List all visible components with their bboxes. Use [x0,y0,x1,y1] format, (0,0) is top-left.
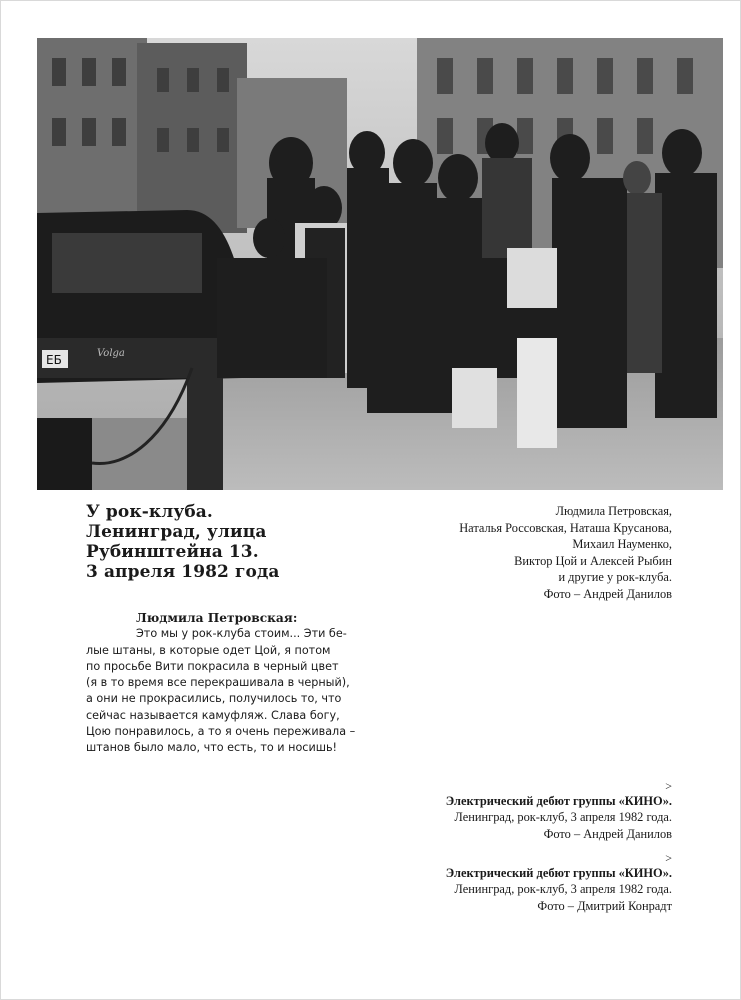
quote-line: лые штаны, в которые одет Цой, я потом [86,643,331,657]
caption-photo-credit: Фото – Дмитрий Конрадт [537,898,672,913]
photo-illustration [37,38,723,490]
title-line: 3 апреля 1982 года [86,562,280,582]
quote-line: (я в то время все перекрашивала в черный), [86,676,350,690]
caption-line: Фото – Андрей Данилов [543,586,672,601]
photo-title [86,502,346,582]
quote-line: штанов было мало, что есть, то и носишь! [86,741,338,755]
photo-caption [372,503,672,603]
quote-line: сейчас называется камуфляж. Слава богу, [86,708,340,722]
caption-photo-credit: Фото – Андрей Данилов [543,826,672,841]
next-page-caption [352,780,672,842]
group-photo [37,38,723,490]
car-emblem: Volga [97,348,125,359]
caption-place: Ленинград, рок-клуб, 3 апреля 1982 года. [454,810,672,825]
caption-title: Электрический дебют группы «КИНО». [445,866,672,880]
caption-line: Михаил Науменко, [572,537,672,552]
caption-place: Ленинград, рок-клуб, 3 апреля 1982 года. [454,882,672,897]
title-line: У рок-клуба. [86,502,213,522]
caption-line: Наталья Россовская, Наташа Крусанова, [459,520,672,535]
quote-line: а они не прокрасились, получилось то, что [86,692,342,706]
quote-block [86,610,376,757]
quote-line: Это мы у рок-клуба стоим... Эти бе- [136,627,347,641]
arrow-right-icon: > [665,779,672,793]
quote-speaker: Людмила Петровская: [136,611,298,625]
caption-line: и другие у рок-клуба. [558,570,672,585]
bollard-left [37,418,92,490]
car-plate-text: ЕБ [46,353,62,367]
caption-line: Людмила Петровская, [555,504,672,518]
title-line: Рубинштейна 13. [86,542,259,562]
caption-title: Электрический дебют группы «КИНО». [445,794,672,808]
quote-line: Цою понравилось, а то я очень переживала – [86,725,356,739]
arrow-right-icon: > [665,851,672,865]
next-page-caption [352,852,672,914]
quote-line: по просьбе Вити покрасила в черный цвет [86,659,339,673]
title-line: Ленинград, улица [86,522,267,542]
caption-line: Виктор Цой и Алексей Рыбин [514,553,672,568]
